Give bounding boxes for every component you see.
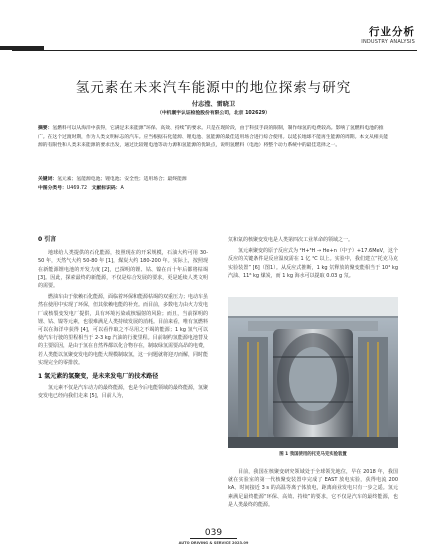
abstract-label: 摘要： [38, 126, 53, 131]
classification-label: 中图分类号： [38, 186, 67, 191]
footer-rule [190, 538, 237, 539]
article-affiliation: （中机寰宇认证检验股份有限公司，北京 102629） [157, 111, 270, 116]
column-subtitle: INDUSTRY ANALYSIS [361, 39, 415, 45]
tokamak-photo [228, 297, 398, 448]
keywords [38, 176, 390, 185]
section-heading-intro: 0 引言 [38, 236, 57, 243]
page-number: 039 [204, 528, 223, 538]
paragraph: 氢元素聚变的原子反应式为 ²H+³H → He+n（中子）+17.6MeV，这个反应的关键条件是反应温度需在 1 亿 ℃ 以上。实验中，我们建立“托克马克实验装置” [6]（图1）。从反应式推断，1 kg 氘释放的聚变能相当于 10⁴ kg 汽油、11⁶ kg 煤炭，而 1 kg 海水可以提取 0.03 g 氘。 [228, 248, 399, 279]
abstract-text: 氢燃料可以从海洋中获得，它满足未来能源“环保、高效、持续”的要求。只是在现阶段，由于科技手段的限制，制作绿氢的电费较高。影响了氢燃料电池的推广。在这个过渡时期，作为人类文明标志的汽车。应当根据石化能源、锂电池、氢能源的最佳适用场合进行综合使用。以延长地球不能再生能源的周期。本文从相关能源的有限性和人类未来能源的要求出发，通过比较锂电池等动力源和氢能源的优缺点，说明氢燃料（电池）将整个动力系统中的最佳选择之一。 [38, 126, 389, 148]
doc-code-label: 文献标识码： [91, 186, 121, 191]
paragraph: 燃油车由于依赖石化能源，面临着环保和能源枯竭的双重压力；电动车虽然在使用中实现了环保，但其依赖电能的补充。而目前，多数电力由火力发电厂或核裂变发电厂提供，具有环境污染或核辐射的风险；而且，当前探明的锂、钴、镍等元素，也很难满足人类持续发展的消耗。目前来看，唯有氢燃料可以在海洋中获得 [4]，可以看作取之不尽用之不竭的能源；1 kg 氢气可以使汽车行驶的里程相当于 2-3 kg 汽油的行驶里程。目前制约氢能源电池替及的主要原因，是由于氢在自然界都以化合物存在，制取绿氢需要高昂的电费，若人类能以氢聚变发电的电能大规模制取氢，这一问题就将迎刃而解，同时能实现完全的零排放。 [38, 294, 209, 366]
keywords-text: 氢元素；氢能源电池；锂电池；安全性；适用场合；最终能源 [57, 177, 187, 182]
right-column-top [228, 236, 398, 280]
paragraph: 氢元素不仅是汽车动力的最终能源，也是今后电能领域的最终能源，氢聚变发电已经向我们走来 [5]，目前人为， [38, 385, 209, 400]
column-title: 行业分析 [369, 26, 415, 38]
figure-caption: 图 1 我国使用的托克马克实验装置 [279, 452, 347, 457]
article-authors: 付志滢、雷晓卫 [191, 101, 236, 108]
section-heading-1: 1 氢元素的氢聚变，是未来发电厂的技术路径 [38, 373, 159, 381]
paragraph: 目前，我国在核聚变研究领域处于全球领先地位，早在 2018 年，我国就在实验室的第一代核聚变装置中完成了 EAST 放电实验，获得电流 200 kA、时间接近 3 s 的高温等离子体放电，距离商业发电只有一步之遥。氢元素满足最终能源“环保、高效、持续”的要求，它不仅是汽车的最终能源，也是人类最终的能源。 [228, 469, 398, 508]
abstract [38, 125, 390, 151]
paragraph: 氘和氚的核聚变发电是人类第四次工业革命的领域之一。 [228, 237, 354, 243]
classification-code: U469.72 [66, 186, 88, 191]
classification-line [38, 185, 390, 194]
header-rule [12, 50, 417, 51]
keywords-label: 关键词： [38, 177, 58, 182]
paragraph: 地球给人类提供的石化能源，按照现在的开采规模，石油大约可用 30-50 年，天然气大约 50-80 年 [1]，煤炭大约 180-200 年。实际上，按照现在新能源锂电池的开发力度 [2]，已探明的锂、钴、镍在百十年后都将枯竭 [3]。因此，探索最终的新能源，不仅是综合发展的要求，更是延续人类文明的需要。 [38, 250, 208, 290]
article-title: 氢元素在未来汽车能源中的地位探索与研究 [75, 80, 352, 96]
doc-code: A [120, 186, 124, 191]
journal-name: AUTO DRIVING & SERVICE 2023.09 [178, 541, 249, 545]
right-column-bottom [228, 468, 398, 509]
left-column [38, 236, 208, 401]
